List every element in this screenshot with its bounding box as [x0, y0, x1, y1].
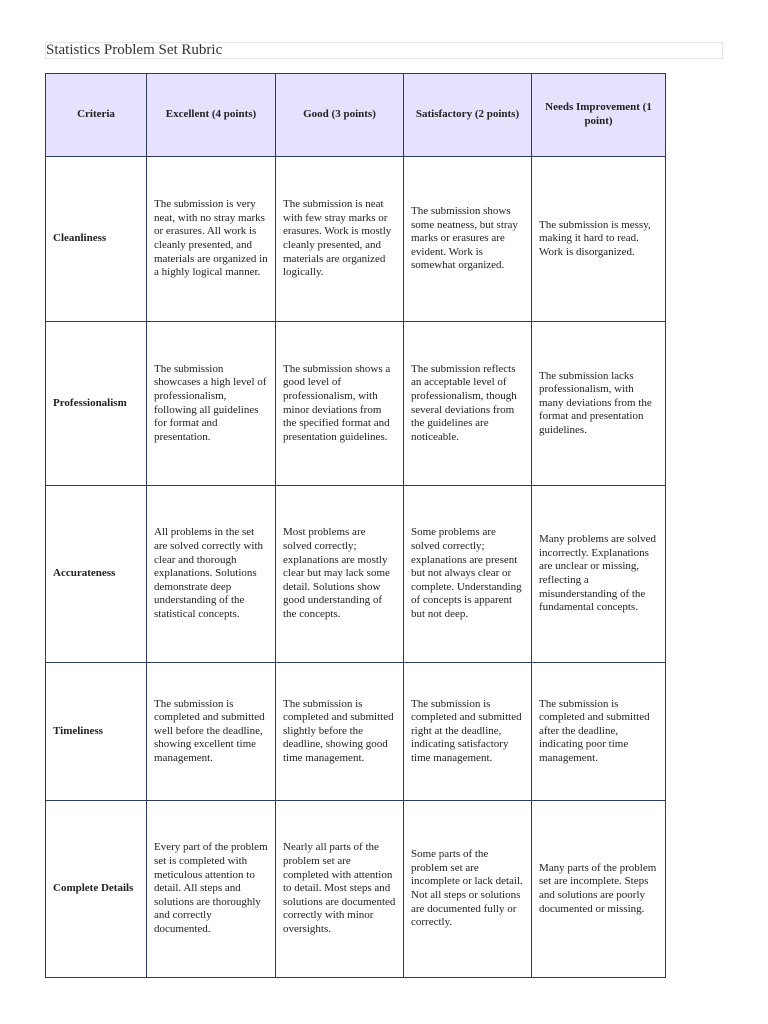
- satisfactory-cell: The submission is completed and submitted right at the deadline, indicating satisfactory time management.: [404, 663, 532, 801]
- header-satisfactory: Satisfactory (2 points): [404, 74, 532, 157]
- excellent-cell: The submission is completed and submitted well before the deadline, showing excellent time management.: [147, 663, 276, 801]
- header-good: Good (3 points): [276, 74, 404, 157]
- good-cell: Most problems are solved correctly; explanations are mostly clear but may lack some detail. Solutions show good understanding of the concepts.: [276, 486, 404, 663]
- good-cell: Nearly all parts of the problem set are completed with attention to detail. Most steps and solutions are documented correctly with minor oversights.: [276, 801, 404, 978]
- document-title: Statistics Problem Set Rubric: [46, 42, 223, 58]
- criterion-cell: Cleanliness: [46, 157, 147, 322]
- good-cell: The submission shows a good level of professionalism, with minor deviations from the specified format and presentation guidelines.: [276, 322, 404, 486]
- criterion-cell: Accurateness: [46, 486, 147, 663]
- excellent-cell: Every part of the problem set is completed with meticulous attention to detail. All steps and solutions are thoroughly and correctly documented.: [147, 801, 276, 978]
- needs-improvement-cell: The submission lacks professionalism, with many deviations from the format and presentation guidelines.: [532, 322, 666, 486]
- needs-improvement-cell: The submission is messy, making it hard to read. Work is disorganized.: [532, 157, 666, 322]
- table-row: [46, 663, 666, 801]
- header-criteria: Criteria: [46, 74, 147, 157]
- satisfactory-cell: The submission reflects an acceptable level of professionalism, though several deviations from the guidelines are noticeable.: [404, 322, 532, 486]
- needs-improvement-cell: Many problems are solved incorrectly. Explanations are unclear or missing, reflecting a misunderstanding of the fundamental concepts.: [532, 486, 666, 663]
- table-row: [46, 486, 666, 663]
- criterion-cell: Timeliness: [46, 663, 147, 801]
- good-cell: The submission is completed and submitted slightly before the deadline, showing good time management.: [276, 663, 404, 801]
- header-needs-improvement: Needs Improvement (1 point): [532, 74, 666, 157]
- rubric-table: [45, 73, 666, 978]
- table-row: [46, 801, 666, 978]
- table-row: [46, 157, 666, 322]
- criterion-cell: Professionalism: [46, 322, 147, 486]
- header-excellent: Excellent (4 points): [147, 74, 276, 157]
- excellent-cell: The submission is very neat, with no stray marks or erasures. All work is cleanly presented, and materials are organized in a highly logical manner.: [147, 157, 276, 322]
- satisfactory-cell: Some problems are solved correctly; explanations are present but not always clear or complete. Understanding of concepts is apparent but not deep.: [404, 486, 532, 663]
- table-row: [46, 322, 666, 486]
- excellent-cell: All problems in the set are solved correctly with clear and thorough explanations. Solutions demonstrate deep understanding of the statistical concepts.: [147, 486, 276, 663]
- needs-improvement-cell: The submission is completed and submitted after the deadline, indicating poor time management.: [532, 663, 666, 801]
- criterion-cell: Complete Details: [46, 801, 147, 978]
- needs-improvement-cell: Many parts of the problem set are incomplete. Steps and solutions are poorly documented or missing.: [532, 801, 666, 978]
- satisfactory-cell: The submission shows some neatness, but stray marks or erasures are evident. Work is somewhat organized.: [404, 157, 532, 322]
- document-title-box: [45, 42, 723, 59]
- good-cell: The submission is neat with few stray marks or erasures. Work is mostly cleanly presented, and materials are organized logically.: [276, 157, 404, 322]
- excellent-cell: The submission showcases a high level of professionalism, following all guidelines for format and presentation.: [147, 322, 276, 486]
- satisfactory-cell: Some parts of the problem set are incomplete or lack detail. Not all steps or solutions are documented fully or correctly.: [404, 801, 532, 978]
- header-row: [46, 74, 666, 157]
